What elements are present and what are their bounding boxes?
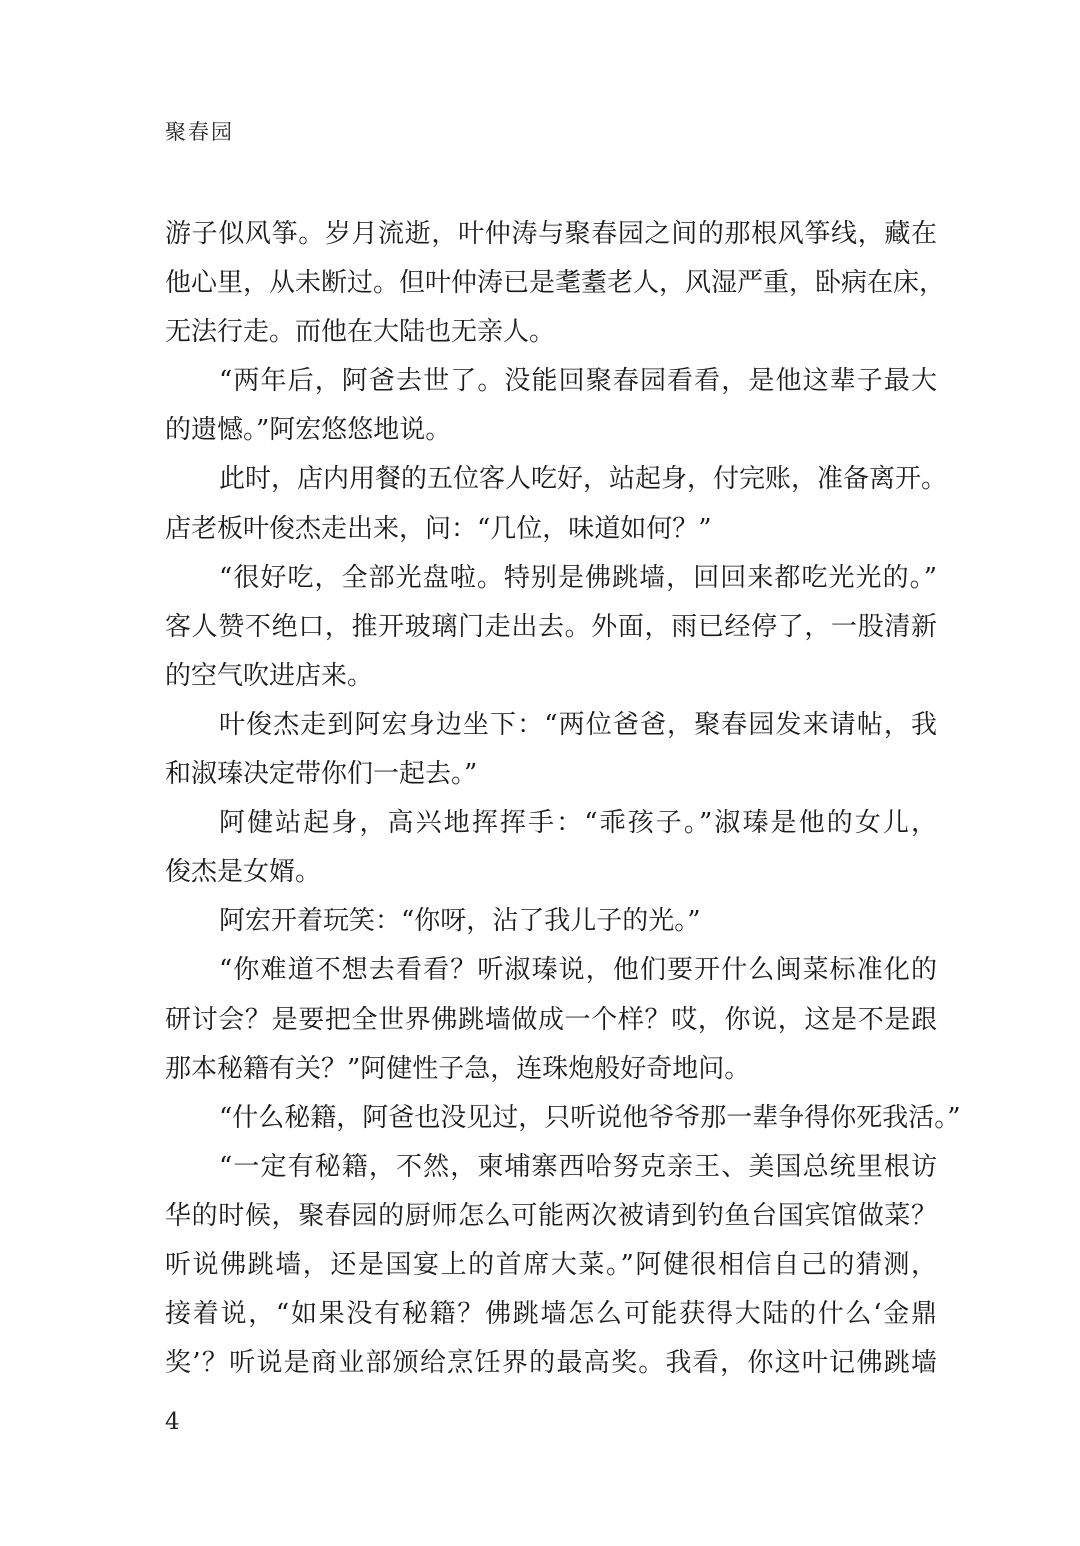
text-line: 阿健站起身，高兴地挥挥手：“乖孩子。”淑瑧是他的女儿，: [219, 808, 937, 839]
body-text: [165, 210, 961, 1388]
text-line: 的遗憾。”阿宏悠悠地说。: [165, 415, 452, 446]
text-line: 俊杰是女婿。: [165, 857, 322, 888]
text-line: 华的时候，聚春园的厨师怎么可能两次被请到钓鱼台国宾馆做菜？: [165, 1200, 937, 1231]
text-line: “很好吃，全部光盘啦。特别是佛跳墙，回回来都吃光光的。”: [219, 562, 937, 593]
text-line: “两年后，阿爸去世了。没能回聚春园看看，是他这辈子最大: [219, 366, 937, 397]
text-line: “你难道不想去看看？听淑瑧说，他们要开什么闽菜标准化的: [219, 955, 937, 986]
text-line: 店老板叶俊杰走出来，问：“几位，味道如何？”: [165, 513, 712, 544]
running-header: 聚春园: [165, 120, 234, 144]
text-line: 听说佛跳墙，还是国宴上的首席大菜。”阿健很相信自己的猜测，: [165, 1249, 937, 1280]
text-line: 接着说，“如果没有秘籍？佛跳墙怎么可能获得大陆的什么‘金鼎: [165, 1299, 937, 1330]
text-line: 游子似风筝。岁月流逝，叶仲涛与聚春园之间的那根风筝线，藏在: [165, 219, 937, 249]
text-line: 阿宏开着玩笑：“你呀，沾了我儿子的光。”: [219, 906, 701, 937]
text-line: 和淑瑧决定带你们一起去。”: [165, 759, 478, 790]
text-line: 此时，店内用餐的五位客人吃好，站起身，付完账，准备离开。: [219, 464, 948, 495]
text-line: 那本秘籍有关？”阿健性子急，连珠炮般好奇地问。: [165, 1053, 751, 1084]
text-line: 叶俊杰走到阿宏身边坐下：“两位爸爸，聚春园发来请帖，我: [219, 709, 937, 740]
text-line: “一定有秘籍，不然，柬埔寨西哈努克亲王、美国总统里根访: [219, 1151, 937, 1182]
text-line: 无法行走。而他在大陆也无亲人。: [165, 317, 556, 348]
text-line: 的空气吹进店来。: [165, 660, 374, 691]
text-line: 奖’？听说是商业部颁给烹饪界的最高奖。我看，你这叶记佛跳墙: [165, 1348, 937, 1379]
text-line: 客人赞不绝口，推开玻璃门走出去。外面，雨已经停了，一股清新: [165, 611, 937, 642]
text-line: 研讨会？是要把全世界佛跳墙做成一个样？哎，你说，这是不是跟: [165, 1004, 937, 1035]
text-line: “什么秘籍，阿爸也没见过，只听说他爷爷那一辈争得你死我活。”: [219, 1102, 961, 1133]
page-number: 4: [165, 1409, 180, 1435]
text-line: 他心里，从未断过。但叶仲涛已是耄耋老人，风湿严重，卧病在床，: [165, 268, 946, 299]
